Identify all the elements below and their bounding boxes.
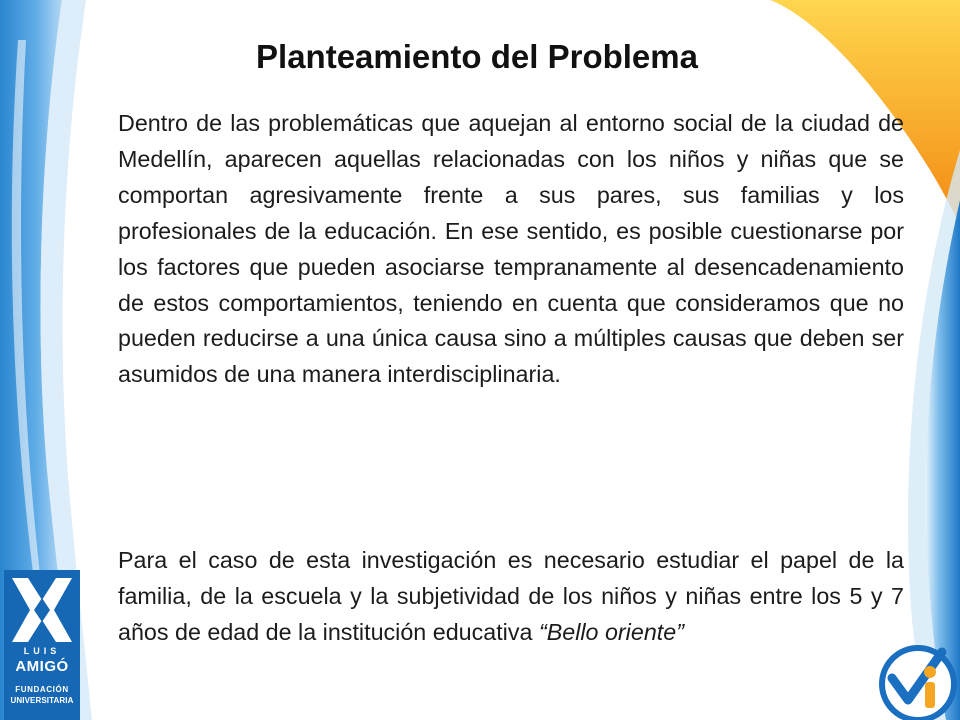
logo-line-luis: LUIS (23, 646, 61, 656)
slide-title: Planteamiento del Problema (256, 38, 698, 75)
logo-line-amigo: AMIGÓ (15, 658, 69, 675)
paragraph-2 (118, 543, 904, 651)
logo-line-fundacion: FUNDACIÓN (15, 685, 69, 694)
logo-line-universitaria: UNIVERSITARIA (10, 696, 74, 705)
paragraph-1: Dentro de las problemáticas que aquejan al entorno social de la ciudad de Medellín, aparecen aquellas relacionadas con los niños y niñas que se comportan agresivamente frente a sus pares, sus familias y los profesionales de la educación. En ese sentido, es posible cuestionarse por los factores que pueden asociarse tempranamente al desencadenamiento de estos comportamientos, teniendo en cuenta que consideramos que no pueden reducirse a una única causa sino a múltiples causas que deben ser asumidos de una manera interdisciplinaria. (118, 110, 904, 388)
paragraph-2-lead: Para el caso de esta investigación es necesario estudiar el papel de la familia, de la escuela y la subjetividad de los niños y niñas entre los 5 y 7 años de edad de la institución educativa (118, 547, 904, 645)
institution-name: “Bello oriente” (538, 618, 684, 645)
checkmark-i-icon (872, 638, 958, 720)
